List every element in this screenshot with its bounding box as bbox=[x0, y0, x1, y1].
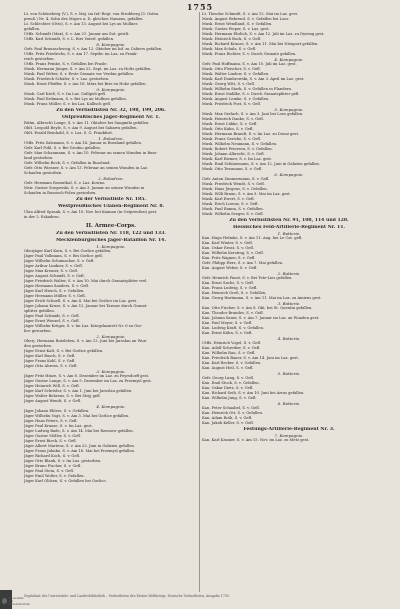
entry-line: Jäger Karl Ohlsen, S. v. Gefallen bei Gorlice. bbox=[24, 479, 107, 483]
entry-line: Musk. Robert Petersen, S. v. Gefallen. bbox=[202, 147, 273, 151]
entry-line: Musk. Otto Tessmann, S. v. Gefl. bbox=[202, 167, 263, 171]
entry-line: Musk. Georg Witt, S. v. Gefl. bbox=[202, 82, 255, 86]
entry-line: Kan. Karl Winter, S. v. Gefl. bbox=[202, 241, 253, 245]
entry-line: Musk. Emil Schünemann, S. v. Am 12. Juni in Galizien gefallen. bbox=[202, 162, 320, 166]
entry-line: Musk. Max Gerlach, S. v. Am 3. Juni bei Loos gefallen. bbox=[202, 112, 304, 116]
section-heading: Zu der Verlustliste Nr. 185. bbox=[75, 197, 147, 202]
subsection-heading: 1. Batterie. bbox=[277, 231, 301, 236]
logo-line-1: Universitäts- und bbox=[7, 596, 25, 603]
entry-line: Gefr. Wilhelm Beck, S. v. Gefallen in Russland. bbox=[24, 161, 111, 165]
entry-line: Kan. Heinrich Ott, S. v. Gefallen. bbox=[202, 411, 264, 415]
entry-line: Musk. Ernst Lübke, S. v. Gefl. bbox=[202, 122, 258, 126]
entry-line: Jäger Wilhelm Schumacher, S. v. Gefl. bbox=[24, 259, 95, 263]
entry-line: Jäger Hermann Sanders, S. v. Gefl. bbox=[24, 284, 90, 288]
entry-line: Utffz. Fritz Friedrichs, S. v. Am 17. Septbr. im Laz. zu Frank- bbox=[24, 52, 138, 56]
subsection-heading: 4. Kompagnie. bbox=[96, 404, 126, 409]
entry-line: Jäger Paul Krause, S. v. Im Laz. gest. bbox=[24, 424, 93, 428]
entry-line: Kan. Otto Fischer, S. v. Am 8. Okt. bei St. Quentin gefallen. bbox=[202, 306, 313, 310]
entry-line: Musk. Friedrich Post, S. v. Gefl. bbox=[202, 102, 261, 106]
entry-line: Musk. Johann Albrecht, S. v. Gefl. bbox=[202, 152, 265, 156]
section-heading: Hessisches Feld-Artillerie-Regiment Nr. 11. bbox=[233, 225, 345, 230]
subsection-heading: 6. Kompagnie. bbox=[274, 172, 304, 177]
subsection-heading: 7. Kompagnie. bbox=[274, 433, 304, 438]
entry-line: Musk. Max Schulz, S. v. Gefl. bbox=[202, 47, 257, 51]
entry-line: Kan. Emil Stock, S. v. Gefallen. bbox=[202, 381, 260, 385]
entry-line: Jäger August Schmidt, S. v. Gefl. bbox=[24, 274, 85, 278]
entry-line: Musk. Franz Gericke, S. v. Gefl. bbox=[202, 137, 262, 141]
entry-line: Utffz. Heinrich Vogel, S. v. Gefl. bbox=[202, 341, 262, 345]
entry-line: Kan. August Heil, S. v. Gefl. bbox=[202, 366, 254, 370]
entry-line: Jäger Ernst Wenzel, S. v. Gefl. bbox=[24, 319, 80, 323]
entry-line: Jäger Johann Ehlers, S. v. Gefallen. bbox=[24, 409, 90, 413]
entry-line: Musk. Franz Richter, S. v. Durch Granate gefallen. bbox=[202, 52, 297, 56]
entry-line: land gestorben. bbox=[24, 156, 54, 160]
subsection-heading: 1. Eskadron. bbox=[98, 136, 124, 141]
entry-line: Gefr. Paul Hoffmann, S. v. Am 10. Juli im Laz. gest. bbox=[202, 62, 297, 66]
entry-line: Jäger Paul Schmidt, S. v. Gefl. bbox=[24, 314, 80, 318]
entry-line: Kan. August Weber, S. v. Gefl. bbox=[202, 266, 258, 270]
entry-line: Oblt. Ewald Reinhold, S. v. Laz. S. G. Frankfurt. bbox=[24, 131, 113, 135]
library-logo-icon bbox=[2, 598, 7, 604]
entry-line: Musk. Otto Fleischer, S. v. Gefl. bbox=[202, 67, 261, 71]
entry-line: Musk. Ernst Wendland, S. v. Gefallen. bbox=[202, 22, 273, 26]
entry-line: Jäger Ernst Rieck, S. v. Gefl. bbox=[24, 439, 77, 443]
entry-line: Musk. Friedrich Schäfer, S. v. Laz. gestorben. bbox=[24, 77, 110, 81]
section-heading: Zu den Verlustlisten Nr. 91, 108, 114 und 128. bbox=[229, 218, 349, 223]
entry-line: Musk. Hermann Ehrlich, S. v. Am 12. Juli im Laz. zu Dywing gest. bbox=[202, 32, 325, 36]
entry-line: lice gestorben. bbox=[24, 329, 52, 333]
entry-line: Kan. Heinrich Groß, S. v. Gefallen. bbox=[202, 291, 267, 295]
entry-line: Kan. Wilhelm Kersting, S. v. Gefl. bbox=[202, 251, 264, 255]
entry-line: Musk. Erich Lorenz, S. v. Gefl. bbox=[202, 202, 259, 206]
entry-line: Musk. Carl Kreß, S. v. Im Laz. Gallipoli gefl. bbox=[24, 92, 107, 96]
entry-line: Musk. Walter Lindow, S. v. Gefallen. bbox=[202, 72, 270, 76]
entry-line: Musk. August Lemke, S. v. Gefallen. bbox=[202, 97, 270, 101]
entry-line: Kan. Ludwig Kraft, S. v. Gefallen. bbox=[202, 326, 265, 330]
entry-line: Jäger Max Kremer, S. v. Gefl. bbox=[24, 269, 78, 273]
entry-line: Musk. Ernst Pfeiffer, S. v. Am 18. März bei Brie en Hohe gefallen. bbox=[24, 82, 147, 86]
entry-line: in der 2. Eskadron. bbox=[24, 215, 60, 219]
entry-line: Jäger Gustav Lange, S. v. Am 9. Dezember im Laz. zu Przemysl gest. bbox=[24, 379, 152, 383]
entry-line: Jäger August Wendt, S. v. Gefl. bbox=[24, 399, 82, 403]
entry-line: Jäger Fritz Hinze, S. v. Am 8. Dezember im Laz. zu Peyrsdorff gest. bbox=[24, 374, 150, 378]
section-heading: Festungs-Artillerie-Regiment Nr. 3. bbox=[243, 427, 335, 432]
entry-line: Musk. Franz Müller, S. v. Im Laz. Kallisch gefl. bbox=[24, 102, 111, 106]
entry-line: Ulan Alfred Sprank, S. v. Am 10. Nov. bei Kaunau (in Ostpreußen) gest. bbox=[24, 210, 158, 214]
section-heading: Zu den Verlustlisten Nr. 32, 198, 199, 206. bbox=[56, 108, 166, 113]
entry-line: Gefr. Otto Wiesner, S. v. Am 13. Februar an seinen Wunden in Laz. bbox=[24, 166, 149, 170]
entry-line: Jäger Paul Stein, S. v. Gefl. bbox=[24, 469, 74, 473]
entry-line: Jäger Albert Martens, S. v. Am 22. Juni in Galizien gefallen. bbox=[24, 444, 135, 448]
subsection-heading: 9. Kompagnie. bbox=[96, 87, 126, 92]
subsection-heading: 6. Batterie. bbox=[277, 401, 301, 406]
entry-line: Schaulen in Russisch-Polen gestorben. bbox=[24, 191, 97, 195]
section-heading: Ostpreußisches Jäger-Regiment Nr. 1. bbox=[61, 115, 161, 120]
subsection-heading: 2. Eskadron. bbox=[98, 176, 124, 181]
entry-line: Jäger Hermann Müller, S. v. Gefl. bbox=[24, 294, 86, 298]
entry-line: den gestorben. bbox=[24, 344, 53, 348]
entry-line: Jäger Hans Peters, S. v. Gefl. bbox=[24, 419, 78, 423]
entry-line: Musk. Hermann Jünger, S. v. Am 22. Sept. im Laz. zu Holtz gefallen. bbox=[24, 67, 152, 71]
entry-line: Kan. Peter Schnabel, S. v. Gefl. bbox=[202, 406, 260, 410]
entry-line: Jäger Emil Wolter, S. v. Gefallen. bbox=[24, 474, 85, 478]
entry-line: Jäger Paul Vollmann, S. v. Bei Gorlice gefl. bbox=[24, 254, 103, 258]
entry-line: Kan. Ernst Kühn, S. v. Gefl. bbox=[202, 331, 253, 335]
entry-line: Gefr. Max Schaumann, S. v. Am 10. Februar an seinen Wunden in Russ- bbox=[24, 151, 158, 155]
entry-line: Musk. Karl Ewert, S. v. Gefl. bbox=[202, 197, 255, 201]
entry-line: Jäger Franz Kohl, S. v. Gefl. bbox=[24, 359, 76, 363]
entry-line: Kan. Adam Roth, S. v. Gefl. bbox=[202, 416, 253, 420]
entry-line: Jäger Heinrich Will, S. v. Gefl. bbox=[24, 384, 80, 388]
entry-line: Musk. Wilhelm Neumann, S. v. Gefallen. bbox=[202, 142, 278, 146]
entry-line: Jäger Friedrich Walter, S. v. Am 10. Mai durch Granatsplitter verl. bbox=[24, 279, 148, 283]
entry-line: Kan. Theodor Brandes, S. v. Gefl. bbox=[202, 311, 264, 315]
entry-line: Musk. August Behrend, S. v. Gefallen bei Loos. bbox=[202, 17, 290, 21]
entry-line: Oblt. Leopold Reyle, S. v. Am 9. August bei Sabarra gefallen. bbox=[24, 126, 138, 130]
entry-line: Kan. Ernst Sachs, S. v. Gefl. bbox=[202, 281, 254, 285]
entry-line: Jäger Franz Jahnke, S. v. Am 16. Mai bei Przemysl gefallen. bbox=[24, 449, 136, 453]
entry-line: Jäger Karl Busch, S. v. Gefl. bbox=[24, 354, 76, 358]
entry-line: Musk. Paul Erdmann, S. v. Bei Lys au Mollnes gefallen. bbox=[24, 97, 127, 101]
entry-line: Kan. Karl Kramer, S. v. Am 15. Nov. im Laz. zu Metz gest. bbox=[202, 438, 310, 442]
entry-line: preuß.) Nr. 4, Sohn des Majors a. D. gleichen Namens, gefallen. bbox=[24, 17, 144, 21]
page-number: 1755 bbox=[186, 2, 214, 12]
subsection-heading: 2. Kompagnie. bbox=[96, 334, 126, 339]
entry-line: Kan. Hugo Helmke, S. v. Am 11. Aug. bei Le Cat. gefl. bbox=[202, 236, 303, 240]
entry-line: Musk. Gustav Pieper, S. v. Laz. gest. bbox=[202, 27, 270, 31]
library-logo-text bbox=[8, 597, 30, 606]
subsection-heading: 3. Kompagnie. bbox=[96, 369, 126, 374]
entry-line: Utffz. Fritz Salzmann, S. v. Am 14. Januar in Russland gefallen. bbox=[24, 141, 143, 145]
entry-line: Musk. Otto Kuhn, S. v. Gefl. bbox=[202, 127, 254, 131]
section-heading: Zu den Verlustlisten Nr. 118, 122 und 133. bbox=[56, 231, 166, 236]
subsection-heading: 5. Batterie. bbox=[277, 371, 301, 376]
subsection-heading: 2. Batterie. bbox=[277, 271, 301, 276]
entry-line: Kan. Richard Seib, S. v. Am 10. Juni bei Arras gefallen. bbox=[202, 391, 305, 395]
entry-line: Oberjäger Karl Korn, S. v. Bei Gorlice gefallen. bbox=[24, 249, 112, 253]
entry-line: Musk. Hans Jürgens, S. v. Gefallen. bbox=[202, 187, 268, 191]
entry-line: Jäger Walter Behrens, S. v. Bei Stryj gefl. bbox=[24, 394, 101, 398]
entry-line: Kan. Paul Meyer, S. v. Gefl. bbox=[202, 321, 253, 325]
entry-line: Musk. Wilhelm Stark, S. v. Gefallen in Flandern. bbox=[202, 87, 293, 91]
entry-line: Jäger Ernst Kalt, S. v. Bei Gorlice gefallen. bbox=[24, 349, 104, 353]
entry-line: Jäger Erich Schnell, S. v. Am 4. Mai bei Gorlice im Laz. gest. bbox=[24, 299, 138, 303]
logo-line-2: Landesbibliothek bbox=[7, 602, 30, 606]
entry-line: Kan. Fritz Wagner, S. v. Gefl. bbox=[202, 256, 256, 260]
entry-line: Jäger Johann Kruse, S. v. Am 12. Januar bei Tarnow durch Granat- bbox=[24, 304, 148, 308]
entry-line: Rittm. Albrecht Lange, S. v. Am 11. Oktober bei Sangmihi gefallen. bbox=[24, 121, 150, 125]
entry-line: Gefr. Hermann Rosenthal, S. v. Laz. Kowno. bbox=[24, 181, 106, 185]
entry-line: Kan. Oskar Ernst, S. v. Gefl. bbox=[202, 246, 254, 250]
entry-line: Jäger Wilhelm Vogt, S. v. Am 3. Mai bei Gorlice gefallen. bbox=[24, 414, 130, 418]
subsection-heading: 1. Kompagnie. bbox=[96, 244, 126, 249]
entry-line: Kan. Johann Sauer, S. v. Am 7. Januar im Laz. an Wunden gest. bbox=[202, 316, 320, 320]
entry-line: Gefr. Anton Zimmermann, S. v. Gefl. bbox=[202, 177, 270, 181]
right-column bbox=[202, 12, 376, 592]
entry-line: Kan. Friedrich Bauer, S. v. Am 14. Juni im Laz. gest. bbox=[202, 356, 299, 360]
entry-line: Jäger Otto Blank, S. v. Im Laz. gestorben. bbox=[24, 459, 102, 463]
entry-line: splitter gefallen. bbox=[24, 309, 55, 313]
entry-line: Mstr. Gustav Sorgowski, S. v. Am 3. Januar an seinen Wunden in bbox=[24, 186, 145, 190]
entry-line: Jäger Karl Hirsch, S. v. Gefallen. bbox=[24, 289, 85, 293]
entry-line: Musk. Friedrich Wendt, S. v. Gefl. bbox=[202, 182, 265, 186]
subsection-heading: 3. Batterie. bbox=[277, 301, 301, 306]
entry-line: Schaulen gestorben. bbox=[24, 171, 63, 175]
entry-line: Musk. Heinrich Bock, S. v. Gefl. bbox=[202, 37, 262, 41]
entry-line: Oberj. Hermann Rutzleben, S. v. Am 12. Juni bei Jaroslau an Wun- bbox=[24, 339, 148, 343]
left-column bbox=[24, 12, 198, 592]
entry-line: Utffz. Franz Peinke, S. v. Gefallen bei Prasle. bbox=[24, 62, 108, 66]
entry-line: Utffz. Karl Schmidt, S. v. L. fürs Vaterl. gefallen. bbox=[24, 37, 115, 41]
entry-line: Lt. Schlechter (Otto), S. v. Am 13. August bei Lys au Mollnes bbox=[24, 22, 138, 26]
entry-line: Jäger Wilhelm Krüger, S. v. Im Laz. Kriegslazarett Nr. 6 zu Gor- bbox=[24, 324, 143, 328]
entry-line: Musk. Karl Dombrowski, S. v. Am 3. April im Laz. gest. bbox=[202, 77, 305, 81]
subsection-heading: 4. Kompagnie. bbox=[274, 57, 304, 62]
entry-line: Kan. Karl Becker, S. v. Gefallen. bbox=[202, 361, 262, 365]
entry-line: Musk. Karl Riemer, S. v. Im Laz. gest. bbox=[202, 157, 273, 161]
subsection-heading: 5. Kompagnie. bbox=[274, 107, 304, 112]
entry-line: Gefr. Karl Pohl, S. v. Bei Grodno gefallen. bbox=[24, 146, 101, 150]
section-heading: Westpreußisches Ulanen-Regiment Nr. 8. bbox=[57, 204, 165, 209]
entry-line: Jäger Gustav Möller, S. v. Gefl. bbox=[24, 434, 82, 438]
entry-line: gefallen. bbox=[24, 27, 41, 31]
entry-line: Musk. Paul Weber, S. v. Erste Granate vor Verdun gefallen. bbox=[24, 72, 134, 76]
entry-line: Jäger Karl Schröder, S. v. Am 1. Juni bei Jaroslau gefallen. bbox=[24, 389, 133, 393]
section-heading: Mecklenburgisches Jäger-Bataillon Nr. 14. bbox=[56, 238, 166, 243]
column-divider bbox=[199, 12, 200, 592]
entry-line: Gefr. Philipp Herz, S. v. Am 7. Mai gefallen. bbox=[202, 261, 284, 265]
entry-line: Jäger Richard Koch, S. v. Gefl. bbox=[24, 454, 81, 458]
entry-line: Musk. Heinrich Danke, S. v. Gefl. bbox=[202, 117, 264, 121]
entry-line: Gefr. Paul Braunschweig, S. v. Am 12. Oktober im Inf. zu Cahiers gefallen. bbox=[24, 47, 163, 51]
entry-line: Lt. von Schöneberg (V.), S. v. Maj. im Inf.-Regt. von Strubberg (3. Osten. bbox=[24, 12, 160, 16]
entry-line: Lt. Theodor Schmidt, S. v. Am 12. Mai im Laz. gest. bbox=[202, 12, 299, 16]
entry-line: Utffz. Schmidt (Max), S. v. Am 21. Januar am Sut. gestlt. bbox=[24, 32, 130, 36]
entry-line: Kan. Wilhelm Rau, S. v. Gefl. bbox=[202, 351, 256, 355]
entry-line: Jäger Arthur Lindner, S. v. Gefl. bbox=[24, 264, 83, 268]
library-logo bbox=[2, 595, 30, 607]
entry-line: Kan. Oskar Dietz, S. v. Gefl. bbox=[202, 386, 254, 390]
entry-line: Kan. Jakob Keller, S. v. Gefl. bbox=[202, 421, 254, 425]
entry-line: Jäger Ludwig Bade, S. v. Am 14. Mai bei Rzeszow gefallen. bbox=[24, 429, 134, 433]
entry-line: Jäger Bruno Fischer, S. v. Gefl. bbox=[24, 464, 82, 468]
subsection-heading: 8. Kompagnie. bbox=[96, 42, 126, 47]
entry-line: Gefr. Georg Lang, S. v. Gefl. bbox=[202, 376, 255, 380]
subsection-heading: 4. Batterie. bbox=[277, 336, 301, 341]
footer-text: Digitalisat der Universitäts- und Landesbibliothek – Verlustlisten des Ersten Weltkriegs, Deutsche Verlustlisten, Ausgabe 1755. bbox=[24, 594, 230, 598]
entry-line: Kan. Wilhelm Jung, S. v. Gefl. bbox=[202, 396, 257, 400]
entry-line: Gefr. Heinrich Faust, S. v. Bei Tete-Lies gefallen. bbox=[202, 276, 293, 280]
entry-line: Musk. Ernst Mahlke, S. v. Durch Granatsplitter gefl. bbox=[202, 92, 300, 96]
entry-line: Musk. Hermann Brandt, S. v. Im Laz. zu Douai gest. bbox=[202, 132, 300, 136]
entry-line: reich gestorben. bbox=[24, 57, 55, 61]
entry-line: Kan. Georg Hartmann, S. v. Am 11. Mai im Laz. zu Amiens gest. bbox=[202, 296, 322, 300]
entry-line: Musk. Richard Krause, S. v. Am 11. Mai bei Nieuport gefallen. bbox=[202, 42, 319, 46]
section-heading: II. Armee-Corps. bbox=[85, 223, 137, 229]
entry-line: Musk. Paul Ramm, S. v. Gefallen. bbox=[202, 207, 264, 211]
entry-line: Jäger Otto Ahrens, S. v. Gefl. bbox=[24, 364, 78, 368]
entry-line: Musk. Wilhelm Seeger, S. v. Gefl. bbox=[202, 212, 264, 216]
entry-line: Kan. Franz Ludwig, S. v. Gefl. bbox=[202, 286, 258, 290]
entry-line: Kan. Adolf Schreiber, S. v. Gefl. bbox=[202, 346, 261, 350]
entry-line: Musk. Willi Braun, S. v. Am 9. Mai im Laz. gest. bbox=[202, 192, 291, 196]
